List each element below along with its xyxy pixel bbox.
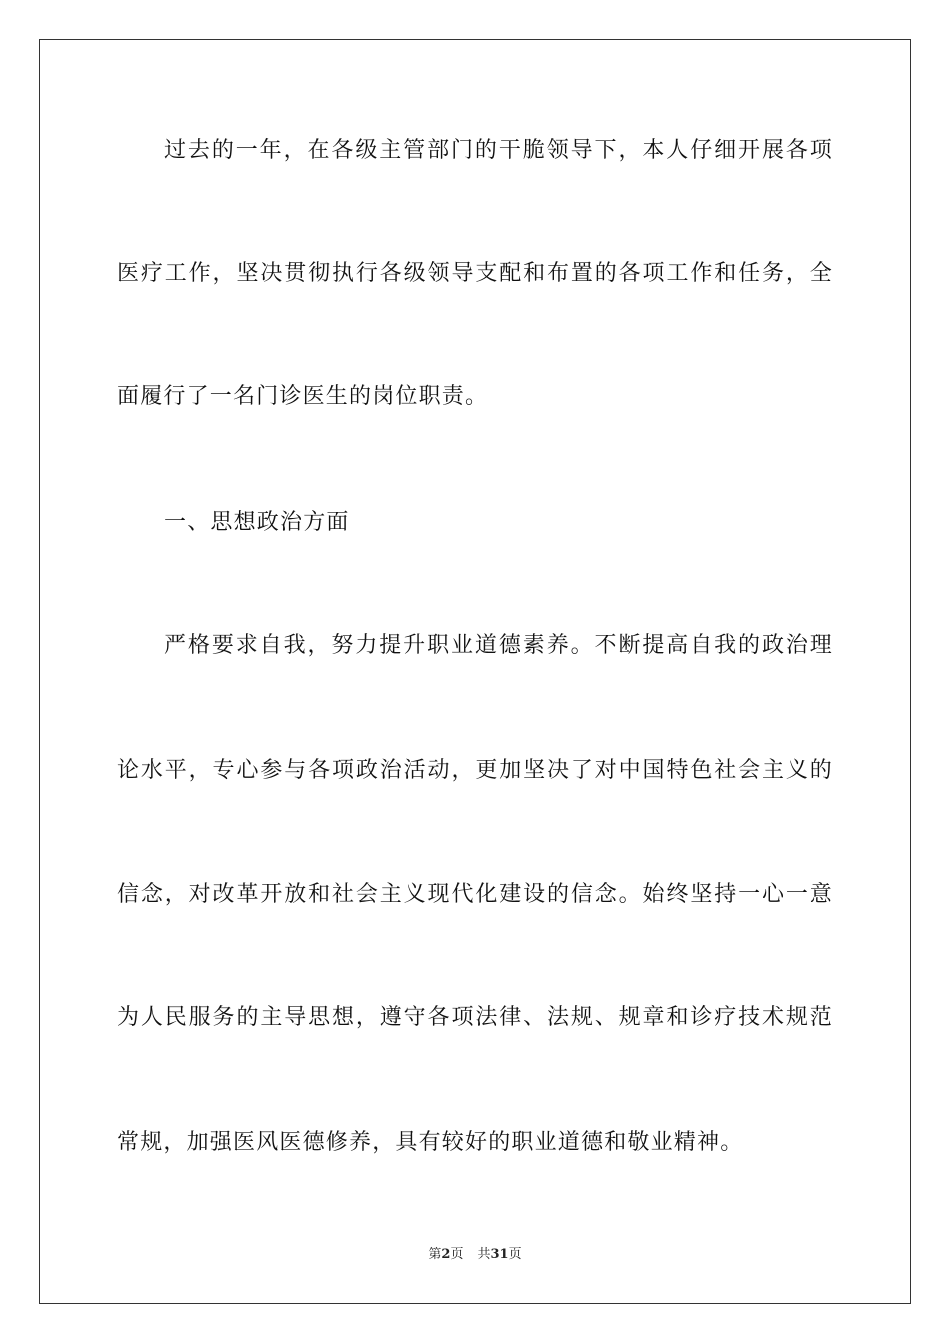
section-heading: 一、思想政治方面 — [164, 510, 350, 535]
total-suffix: 页 — [508, 1247, 522, 1262]
paragraph-2-line-2: 论水平，专心参与各项政治活动，更加坚决了对中国特色社会主义的 — [117, 758, 833, 783]
paragraph-1-line-1: 过去的一年，在各级主管部门的干脆领导下，本人仔细开展各项 — [164, 138, 833, 163]
page-suffix: 页 — [450, 1247, 464, 1262]
paragraph-2-line-1: 严格要求自我，努力提升职业道德素养。不断提高自我的政治理 — [164, 633, 833, 658]
page-prefix: 第 — [428, 1247, 442, 1262]
paragraph-1-line-3: 面履行了一名门诊医生的岗位职责。 — [117, 384, 489, 409]
paragraph-2-line-5: 常规，加强医风医德修养，具有较好的职业道德和敬业精神。 — [117, 1130, 744, 1155]
paragraph-2-line-4: 为人民服务的主导思想，遵守各项法律、法规、规章和诊疗技术规范 — [117, 1005, 833, 1030]
page-footer — [0, 1246, 950, 1264]
total-prefix: 共 — [477, 1247, 491, 1262]
paragraph-1-line-2: 医疗工作，坚决贯彻执行各级领导支配和布置的各项工作和任务，全 — [117, 261, 833, 286]
page-number: 2 — [441, 1247, 451, 1262]
page-border — [39, 39, 911, 1304]
total-pages: 31 — [490, 1247, 509, 1262]
paragraph-2-line-3: 信念，对改革开放和社会主义现代化建设的信念。始终坚持一心一意 — [117, 882, 833, 907]
